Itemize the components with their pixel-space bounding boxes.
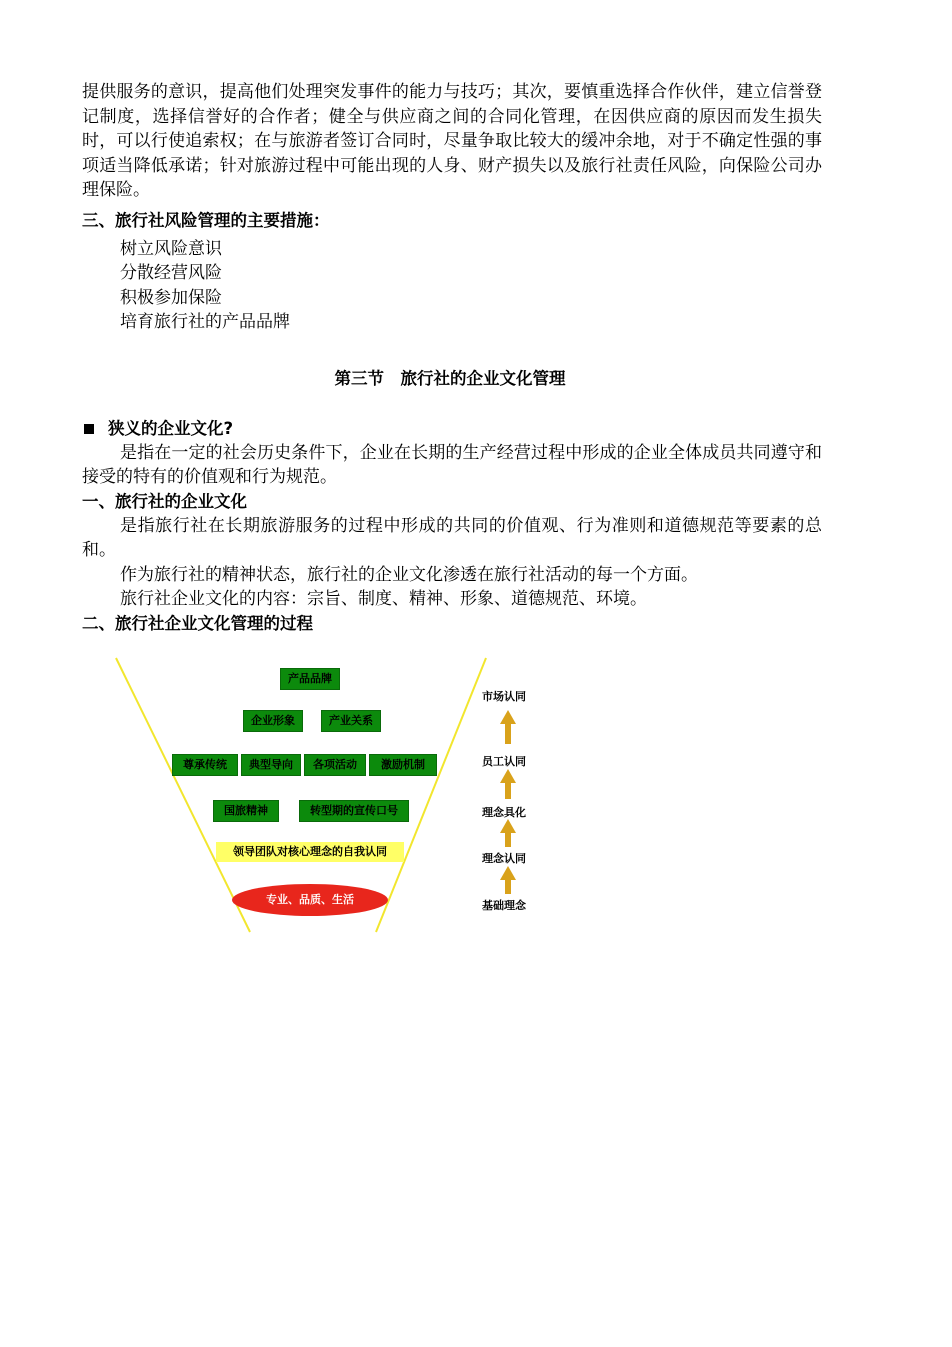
tradition-box: 尊承传统	[172, 754, 238, 776]
leadership-box: 领导团队对核心理念的自我认同	[216, 842, 404, 862]
list-item: 分散经营风险	[120, 263, 222, 283]
spirit-box: 国旅精神	[213, 800, 279, 822]
list-item: 树立风险意识	[120, 238, 222, 259]
funnel-left-edge	[116, 658, 250, 932]
stage-basic: 基础理念	[482, 899, 526, 912]
activities-box: 各项活动	[304, 754, 366, 776]
slogan-box: 转型期的宣传口号	[299, 800, 409, 822]
up-arrow-icon	[500, 769, 516, 799]
risk-measures-list	[120, 237, 822, 335]
base-ellipse: 专业、品质、生活	[232, 884, 388, 916]
risk-measures-heading: 三、旅行社风险管理的主要措施：	[82, 210, 330, 230]
stage-market: 市场认同	[482, 690, 526, 703]
intro-paragraph: 提供服务的意识，提高他们处理突发事件的能力与技巧；其次，要慎重选择合作伙伴，建立信誉登记制度，选择信誉好的合作者；健全与供应商之间的合同化管理，在因供应商的原因而发生损失时，可以行使追索权；在与旅游者签订合同时，尽量争取比较大的缓冲余地，对于不确定性强的事项适当降低承诺；针对旅游过程中可能出现的人身、财产损失以及旅行社责任风险，向保险公司办理保险。	[82, 82, 822, 200]
process-heading: 二、旅行社企业文化管理的过程	[82, 613, 313, 633]
travel-culture-para2: 作为旅行社的精神状态，旅行社的企业文化渗透在旅行社活动的每一个方面。	[120, 564, 698, 585]
stage-identify: 理念认同	[482, 852, 526, 865]
stage-concretize: 理念具化	[482, 806, 526, 819]
funnel-right-edge	[376, 658, 486, 932]
narrow-culture-heading-text: 狭义的企业文化?	[108, 418, 234, 438]
industry-relations-box: 产业关系	[321, 710, 381, 732]
role-model-box: 典型导向	[241, 754, 301, 776]
stage-employee: 员工认同	[482, 755, 526, 768]
square-bullet-icon	[84, 424, 94, 434]
product-brand-box: 产品品牌	[280, 668, 340, 690]
narrow-culture-heading	[82, 417, 822, 441]
up-arrow-icon	[500, 819, 516, 847]
arrows	[500, 710, 516, 894]
list-item: 培育旅行社的产品品牌	[120, 312, 290, 332]
incentive-box: 激励机制	[369, 754, 437, 776]
document-page	[82, 80, 822, 636]
list-item: 积极参加保险	[120, 287, 222, 308]
section-title: 第三节 旅行社的企业文化管理	[334, 368, 566, 388]
travel-culture-para3: 旅行社企业文化的内容：宗旨、制度、精神、形象、道德规范、环境。	[120, 589, 647, 609]
culture-funnel-diagram	[110, 652, 550, 942]
travel-culture-para1: 是指旅行社在长期旅游服务的过程中形成的共同的价值观、行为准则和道德规范等要素的总和。	[82, 515, 822, 560]
travel-culture-heading: 一、旅行社的企业文化	[82, 491, 247, 511]
corporate-image-box: 企业形象	[243, 710, 303, 732]
up-arrow-icon	[500, 710, 516, 744]
narrow-culture-text: 是指在一定的社会历史条件下，企业在长期的生产经营过程中形成的企业全体成员共同遵守和接受的特有的价值观和行为规范。	[82, 442, 822, 487]
up-arrow-icon	[500, 866, 516, 894]
